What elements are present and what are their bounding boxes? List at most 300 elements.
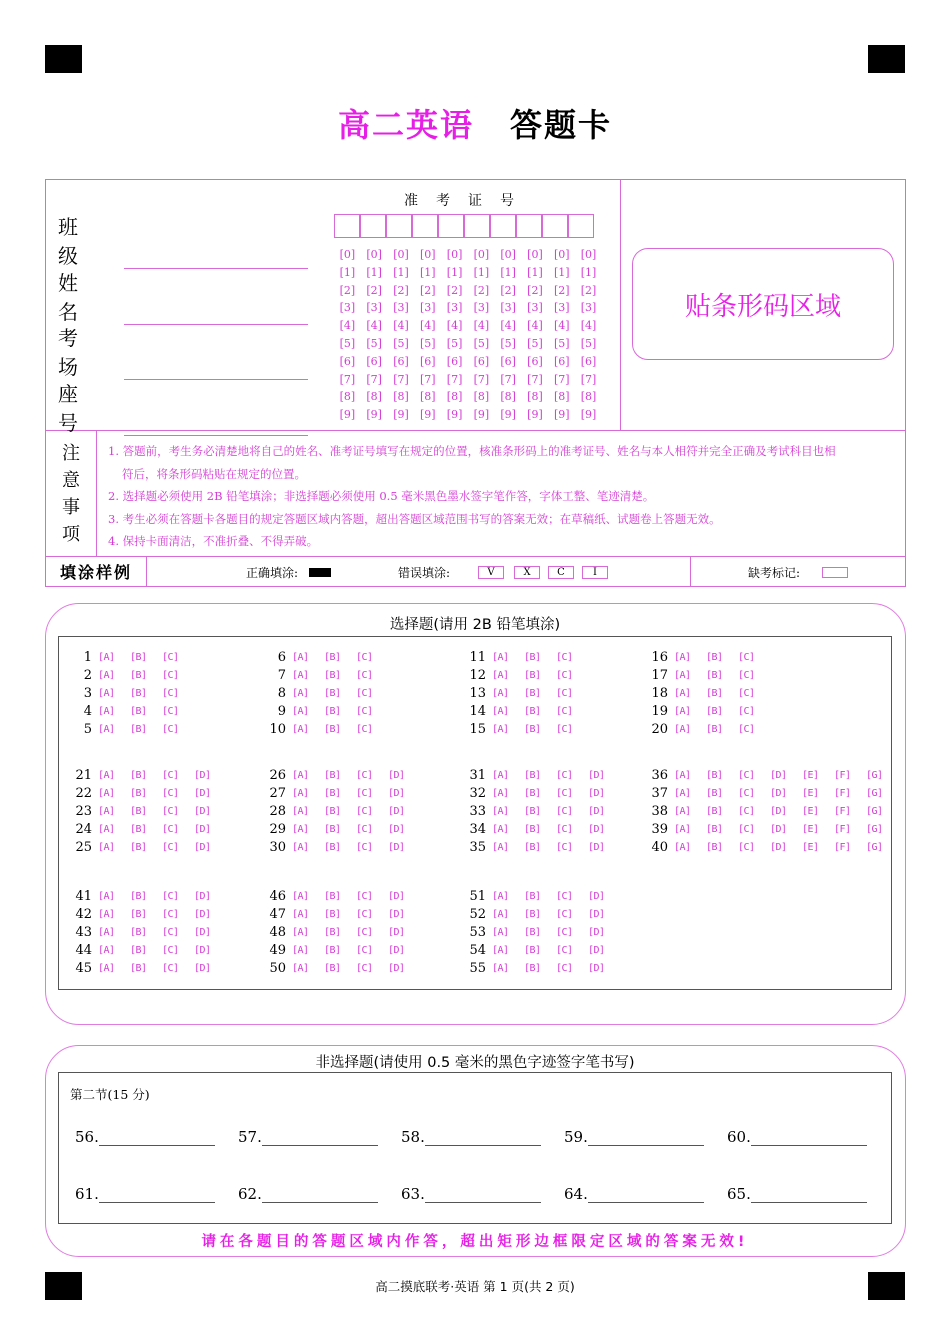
exam-id-digit-bubble[interactable]: [7] xyxy=(393,372,409,386)
option-bubble-b[interactable]: [B] xyxy=(524,724,541,736)
option-bubble-b[interactable]: [B] xyxy=(524,908,541,920)
option-bubble-a[interactable]: [A] xyxy=(674,787,691,799)
exam-id-digit-bubble[interactable]: [2] xyxy=(527,283,543,297)
exam-room-field[interactable] xyxy=(58,322,308,380)
exam-id-digit-bubble[interactable]: [5] xyxy=(553,336,570,350)
option-bubble-f[interactable]: [F] xyxy=(834,842,851,854)
option-bubble-a[interactable]: [A] xyxy=(292,687,309,699)
exam-id-digit-bubble[interactable]: [7] xyxy=(419,372,436,386)
option-bubble-b[interactable]: [B] xyxy=(324,769,341,781)
exam-id-digit-bubble[interactable]: [1] xyxy=(339,265,356,279)
exam-id-digit-bubble[interactable]: [6] xyxy=(500,354,516,368)
option-bubble-b[interactable]: [B] xyxy=(324,926,341,938)
exam-id-box[interactable] xyxy=(334,214,360,238)
option-bubble-a[interactable]: [A] xyxy=(492,687,509,699)
option-bubble-a[interactable]: [A] xyxy=(98,824,115,836)
exam-id-digit-bubble[interactable]: [6] xyxy=(366,354,382,368)
exam-id-digit-bubble[interactable]: [0] xyxy=(553,248,570,261)
option-bubble-c[interactable]: [C] xyxy=(556,908,573,920)
exam-id-digit-bubble[interactable]: [9] xyxy=(393,408,409,422)
option-bubble-c[interactable]: [C] xyxy=(738,669,755,681)
option-bubble-c[interactable]: [C] xyxy=(738,651,755,663)
option-bubble-c[interactable]: [C] xyxy=(556,963,573,975)
option-bubble-b[interactable]: [B] xyxy=(524,706,541,718)
option-bubble-b[interactable]: [B] xyxy=(524,890,541,902)
exam-id-digit-bubble[interactable]: [8] xyxy=(419,390,436,404)
exam-id-box[interactable] xyxy=(412,214,438,238)
option-bubble-b[interactable]: [B] xyxy=(130,706,147,718)
option-bubble-b[interactable]: [B] xyxy=(130,651,147,663)
exam-id-digit-bubble[interactable]: [4] xyxy=(366,319,382,333)
option-bubble-a[interactable]: [A] xyxy=(292,724,309,736)
exam-id-box[interactable] xyxy=(360,214,386,238)
option-bubble-b[interactable]: [B] xyxy=(706,724,723,736)
exam-id-digit-bubble[interactable]: [2] xyxy=(473,283,490,297)
exam-id-digit-bubble[interactable]: [5] xyxy=(419,336,436,350)
option-bubble-a[interactable]: [A] xyxy=(292,963,309,975)
option-bubble-b[interactable]: [B] xyxy=(130,890,147,902)
option-bubble-a[interactable]: [A] xyxy=(492,945,509,957)
option-bubble-a[interactable]: [A] xyxy=(98,805,115,817)
option-bubble-d[interactable]: [D] xyxy=(770,769,787,781)
option-bubble-c[interactable]: [C] xyxy=(356,945,373,957)
name-field[interactable] xyxy=(58,267,308,325)
exam-id-digit-bubble[interactable]: [2] xyxy=(419,283,436,297)
option-bubble-d[interactable]: [D] xyxy=(770,805,787,817)
option-bubble-a[interactable]: [A] xyxy=(98,842,115,854)
option-bubble-c[interactable]: [C] xyxy=(356,706,373,718)
option-bubble-b[interactable]: [B] xyxy=(706,769,723,781)
option-bubble-b[interactable]: [B] xyxy=(706,805,723,817)
option-bubble-b[interactable]: [B] xyxy=(524,963,541,975)
option-bubble-a[interactable]: [A] xyxy=(492,926,509,938)
option-bubble-a[interactable]: [A] xyxy=(98,926,115,938)
option-bubble-a[interactable]: [A] xyxy=(98,706,115,718)
option-bubble-c[interactable]: [C] xyxy=(556,945,573,957)
exam-id-digit-bubble[interactable]: [4] xyxy=(580,319,597,333)
option-bubble-d[interactable]: [D] xyxy=(770,824,787,836)
option-bubble-a[interactable]: [A] xyxy=(98,687,115,699)
exam-id-digit-bubble[interactable]: [6] xyxy=(473,354,490,368)
exam-id-digit-bubble[interactable]: [9] xyxy=(580,408,597,422)
exam-id-digit-bubble[interactable]: [9] xyxy=(419,408,436,422)
exam-id-digit-bubble[interactable]: [3] xyxy=(553,301,570,315)
exam-id-digit-bubble[interactable]: [4] xyxy=(527,319,543,333)
option-bubble-d[interactable]: [D] xyxy=(388,824,405,836)
exam-id-digit-bubble[interactable]: [0] xyxy=(527,248,543,261)
option-bubble-c[interactable]: [C] xyxy=(356,787,373,799)
option-bubble-c[interactable]: [C] xyxy=(162,963,179,975)
class-line[interactable] xyxy=(124,246,308,269)
option-bubble-a[interactable]: [A] xyxy=(98,908,115,920)
exam-id-digit-bubble[interactable]: [0] xyxy=(500,248,516,261)
option-bubble-a[interactable]: [A] xyxy=(292,805,309,817)
option-bubble-a[interactable]: [A] xyxy=(292,890,309,902)
option-bubble-a[interactable]: [A] xyxy=(492,842,509,854)
option-bubble-b[interactable]: [B] xyxy=(524,842,541,854)
option-bubble-e[interactable]: [E] xyxy=(802,805,819,817)
option-bubble-c[interactable]: [C] xyxy=(356,805,373,817)
exam-id-box[interactable] xyxy=(542,214,568,238)
option-bubble-a[interactable]: [A] xyxy=(674,669,691,681)
exam-id-digit-bubble[interactable]: [3] xyxy=(446,301,463,315)
answer-blank-62[interactable] xyxy=(238,1185,378,1203)
option-bubble-b[interactable]: [B] xyxy=(524,824,541,836)
option-bubble-b[interactable]: [B] xyxy=(130,687,147,699)
exam-id-digit-bubble[interactable]: [6] xyxy=(393,354,409,368)
option-bubble-a[interactable]: [A] xyxy=(292,824,309,836)
option-bubble-c[interactable]: [C] xyxy=(162,890,179,902)
option-bubble-b[interactable]: [B] xyxy=(706,824,723,836)
option-bubble-b[interactable]: [B] xyxy=(130,787,147,799)
option-bubble-a[interactable]: [A] xyxy=(292,769,309,781)
option-bubble-b[interactable]: [B] xyxy=(130,805,147,817)
option-bubble-g[interactable]: [G] xyxy=(866,805,883,817)
option-bubble-f[interactable]: [F] xyxy=(834,824,851,836)
option-bubble-a[interactable]: [A] xyxy=(292,945,309,957)
option-bubble-d[interactable]: [D] xyxy=(388,805,405,817)
exam-id-digit-bubble[interactable]: [5] xyxy=(446,336,463,350)
option-bubble-c[interactable]: [C] xyxy=(556,926,573,938)
option-bubble-c[interactable]: [C] xyxy=(356,890,373,902)
exam-id-digit-bubble[interactable]: [3] xyxy=(366,301,382,315)
option-bubble-d[interactable]: [D] xyxy=(388,842,405,854)
exam-id-digit-bubble[interactable]: [9] xyxy=(339,408,356,422)
option-bubble-d[interactable]: [D] xyxy=(388,890,405,902)
option-bubble-c[interactable]: [C] xyxy=(162,651,179,663)
option-bubble-a[interactable]: [A] xyxy=(674,805,691,817)
exam-id-digit-bubble[interactable]: [1] xyxy=(393,265,409,279)
exam-id-digit-bubble[interactable]: [5] xyxy=(527,336,543,350)
exam-id-digit-bubble[interactable]: [7] xyxy=(553,372,570,386)
exam-id-digit-bubble[interactable]: [4] xyxy=(553,319,570,333)
option-bubble-b[interactable]: [B] xyxy=(324,890,341,902)
option-bubble-a[interactable]: [A] xyxy=(492,908,509,920)
exam-id-digit-bubble[interactable]: [1] xyxy=(419,265,436,279)
option-bubble-a[interactable]: [A] xyxy=(674,706,691,718)
option-bubble-d[interactable]: [D] xyxy=(194,963,211,975)
exam-id-digit-bubble[interactable]: [9] xyxy=(527,408,543,422)
option-bubble-a[interactable]: [A] xyxy=(674,724,691,736)
exam-id-digit-bubble[interactable]: [7] xyxy=(580,372,597,386)
option-bubble-c[interactable]: [C] xyxy=(738,769,755,781)
option-bubble-c[interactable]: [C] xyxy=(162,724,179,736)
option-bubble-b[interactable]: [B] xyxy=(130,842,147,854)
answer-blank-64[interactable] xyxy=(564,1185,704,1203)
option-bubble-b[interactable]: [B] xyxy=(324,687,341,699)
option-bubble-c[interactable]: [C] xyxy=(356,669,373,681)
option-bubble-c[interactable]: [C] xyxy=(162,805,179,817)
option-bubble-b[interactable]: [B] xyxy=(130,908,147,920)
class-field[interactable] xyxy=(58,211,308,269)
option-bubble-c[interactable]: [C] xyxy=(556,724,573,736)
option-bubble-d[interactable]: [D] xyxy=(194,787,211,799)
option-bubble-b[interactable]: [B] xyxy=(130,669,147,681)
exam-id-digit-bubble[interactable]: [0] xyxy=(393,248,409,261)
option-bubble-b[interactable]: [B] xyxy=(524,945,541,957)
option-bubble-c[interactable]: [C] xyxy=(356,926,373,938)
option-bubble-c[interactable]: [C] xyxy=(556,890,573,902)
option-bubble-c[interactable]: [C] xyxy=(356,769,373,781)
option-bubble-a[interactable]: [A] xyxy=(292,908,309,920)
blank-line[interactable] xyxy=(588,1129,704,1146)
blank-line[interactable] xyxy=(99,1129,215,1146)
option-bubble-b[interactable]: [B] xyxy=(706,687,723,699)
answer-blank-58[interactable] xyxy=(401,1128,541,1146)
option-bubble-a[interactable]: [A] xyxy=(674,824,691,836)
exam-id-box[interactable] xyxy=(568,214,594,238)
option-bubble-b[interactable]: [B] xyxy=(130,963,147,975)
option-bubble-e[interactable]: [E] xyxy=(802,769,819,781)
exam-id-box[interactable] xyxy=(464,214,490,238)
option-bubble-d[interactable]: [D] xyxy=(194,769,211,781)
exam-id-box[interactable] xyxy=(438,214,464,238)
exam-id-digit-bubble[interactable]: [1] xyxy=(446,265,463,279)
option-bubble-c[interactable]: [C] xyxy=(162,769,179,781)
option-bubble-c[interactable]: [C] xyxy=(556,787,573,799)
blank-line[interactable] xyxy=(262,1186,378,1203)
answer-blank-59[interactable] xyxy=(564,1128,704,1146)
exam-id-digit-bubble[interactable]: [1] xyxy=(473,265,490,279)
exam-id-digit-bubble[interactable]: [7] xyxy=(473,372,490,386)
exam-id-digit-bubble[interactable]: [1] xyxy=(580,265,597,279)
option-bubble-d[interactable]: [D] xyxy=(388,963,405,975)
option-bubble-c[interactable]: [C] xyxy=(738,724,755,736)
option-bubble-c[interactable]: [C] xyxy=(556,769,573,781)
exam-id-digit-bubble[interactable]: [0] xyxy=(580,248,597,261)
exam-id-digit-bubble[interactable]: [3] xyxy=(580,301,597,315)
option-bubble-b[interactable]: [B] xyxy=(324,963,341,975)
option-bubble-b[interactable]: [B] xyxy=(324,842,341,854)
option-bubble-b[interactable]: [B] xyxy=(524,926,541,938)
option-bubble-d[interactable]: [D] xyxy=(588,769,605,781)
exam-id-digit-bubble[interactable]: [4] xyxy=(419,319,436,333)
option-bubble-g[interactable]: [G] xyxy=(866,824,883,836)
option-bubble-d[interactable]: [D] xyxy=(588,890,605,902)
option-bubble-d[interactable]: [D] xyxy=(588,963,605,975)
exam-id-digit-bubble[interactable]: [9] xyxy=(553,408,570,422)
option-bubble-b[interactable]: [B] xyxy=(524,669,541,681)
exam-id-digit-bubble[interactable]: [8] xyxy=(366,390,382,404)
option-bubble-b[interactable]: [B] xyxy=(324,945,341,957)
option-bubble-b[interactable]: [B] xyxy=(706,651,723,663)
option-bubble-c[interactable]: [C] xyxy=(162,787,179,799)
exam-id-digit-bubble[interactable]: [7] xyxy=(500,372,516,386)
option-bubble-c[interactable]: [C] xyxy=(556,842,573,854)
option-bubble-b[interactable]: [B] xyxy=(130,724,147,736)
option-bubble-a[interactable]: [A] xyxy=(492,706,509,718)
blank-line[interactable] xyxy=(262,1129,378,1146)
exam-id-digit-grid[interactable] xyxy=(334,248,602,426)
option-bubble-c[interactable]: [C] xyxy=(556,669,573,681)
option-bubble-a[interactable]: [A] xyxy=(292,842,309,854)
blank-line[interactable] xyxy=(588,1186,704,1203)
exam-id-digit-bubble[interactable]: [9] xyxy=(446,408,463,422)
exam-id-digit-bubble[interactable]: [6] xyxy=(527,354,543,368)
exam-id-digit-bubble[interactable]: [2] xyxy=(366,283,382,297)
exam-id-digit-bubble[interactable]: [1] xyxy=(553,265,570,279)
option-bubble-d[interactable]: [D] xyxy=(588,824,605,836)
option-bubble-c[interactable]: [C] xyxy=(162,926,179,938)
exam-id-digit-bubble[interactable]: [9] xyxy=(366,408,382,422)
option-bubble-g[interactable]: [G] xyxy=(866,769,883,781)
exam-id-digit-bubble[interactable]: [3] xyxy=(419,301,436,315)
option-bubble-a[interactable]: [A] xyxy=(492,824,509,836)
exam-id-digit-bubble[interactable]: [6] xyxy=(446,354,463,368)
option-bubble-a[interactable]: [A] xyxy=(98,669,115,681)
exam-id-digit-bubble[interactable]: [3] xyxy=(393,301,409,315)
option-bubble-a[interactable]: [A] xyxy=(674,687,691,699)
option-bubble-d[interactable]: [D] xyxy=(588,926,605,938)
exam-id-digit-bubble[interactable]: [4] xyxy=(393,319,409,333)
exam-id-digit-bubble[interactable]: [5] xyxy=(339,336,356,350)
exam-id-digit-bubble[interactable]: [0] xyxy=(419,248,436,261)
blank-line[interactable] xyxy=(425,1186,541,1203)
option-bubble-c[interactable]: [C] xyxy=(556,651,573,663)
option-bubble-b[interactable]: [B] xyxy=(524,687,541,699)
exam-id-digit-bubble[interactable]: [5] xyxy=(580,336,597,350)
option-bubble-c[interactable]: [C] xyxy=(356,963,373,975)
option-bubble-a[interactable]: [A] xyxy=(492,724,509,736)
exam-id-digit-bubble[interactable]: [8] xyxy=(393,390,409,404)
option-bubble-d[interactable]: [D] xyxy=(194,805,211,817)
option-bubble-d[interactable]: [D] xyxy=(588,945,605,957)
option-bubble-b[interactable]: [B] xyxy=(524,769,541,781)
option-bubble-b[interactable]: [B] xyxy=(524,651,541,663)
option-bubble-c[interactable]: [C] xyxy=(556,706,573,718)
exam-id-digit-bubble[interactable]: [8] xyxy=(527,390,543,404)
option-bubble-c[interactable]: [C] xyxy=(556,687,573,699)
exam-id-digit-bubble[interactable]: [2] xyxy=(500,283,516,297)
option-bubble-d[interactable]: [D] xyxy=(388,769,405,781)
option-bubble-a[interactable]: [A] xyxy=(292,706,309,718)
option-bubble-e[interactable]: [E] xyxy=(802,824,819,836)
exam-id-box[interactable] xyxy=(516,214,542,238)
exam-id-digit-bubble[interactable]: [5] xyxy=(393,336,409,350)
option-bubble-d[interactable]: [D] xyxy=(588,805,605,817)
option-bubble-a[interactable]: [A] xyxy=(492,787,509,799)
exam-id-digit-bubble[interactable]: [4] xyxy=(339,319,356,333)
option-bubble-f[interactable]: [F] xyxy=(834,805,851,817)
exam-id-digit-bubble[interactable]: [8] xyxy=(473,390,490,404)
option-bubble-d[interactable]: [D] xyxy=(588,842,605,854)
exam-id-digit-bubble[interactable]: [0] xyxy=(446,248,463,261)
option-bubble-d[interactable]: [D] xyxy=(194,890,211,902)
option-bubble-d[interactable]: [D] xyxy=(194,908,211,920)
option-bubble-a[interactable]: [A] xyxy=(674,769,691,781)
option-bubble-b[interactable]: [B] xyxy=(130,769,147,781)
option-bubble-a[interactable]: [A] xyxy=(98,945,115,957)
blank-line[interactable] xyxy=(425,1129,541,1146)
option-bubble-e[interactable]: [E] xyxy=(802,787,819,799)
exam-id-digit-bubble[interactable]: [8] xyxy=(446,390,463,404)
option-bubble-d[interactable]: [D] xyxy=(588,908,605,920)
exam-id-digit-bubble[interactable]: [9] xyxy=(500,408,516,422)
exam-id-digit-bubble[interactable]: [8] xyxy=(339,390,356,404)
exam-id-digit-bubble[interactable]: [0] xyxy=(339,248,356,261)
option-bubble-c[interactable]: [C] xyxy=(356,908,373,920)
option-bubble-c[interactable]: [C] xyxy=(162,908,179,920)
option-bubble-a[interactable]: [A] xyxy=(292,651,309,663)
exam-id-digit-bubble[interactable]: [6] xyxy=(419,354,436,368)
option-bubble-d[interactable]: [D] xyxy=(194,945,211,957)
exam-id-digit-bubble[interactable]: [8] xyxy=(500,390,516,404)
option-bubble-b[interactable]: [B] xyxy=(524,787,541,799)
option-bubble-a[interactable]: [A] xyxy=(292,787,309,799)
option-bubble-d[interactable]: [D] xyxy=(388,787,405,799)
option-bubble-c[interactable]: [C] xyxy=(162,945,179,957)
blank-line[interactable] xyxy=(751,1129,867,1146)
exam-id-digit-bubble[interactable]: [5] xyxy=(473,336,490,350)
exam-id-digit-bubble[interactable]: [7] xyxy=(339,372,356,386)
option-bubble-b[interactable]: [B] xyxy=(706,787,723,799)
option-bubble-c[interactable]: [C] xyxy=(556,805,573,817)
exam-id-digit-bubble[interactable]: [1] xyxy=(366,265,382,279)
exam-id-digit-bubble[interactable]: [4] xyxy=(473,319,490,333)
exam-id-digit-bubble[interactable]: [3] xyxy=(339,301,356,315)
exam-id-digit-bubble[interactable]: [0] xyxy=(473,248,490,261)
option-bubble-d[interactable]: [D] xyxy=(770,842,787,854)
exam-id-digit-bubble[interactable]: [2] xyxy=(580,283,597,297)
answer-blank-60[interactable] xyxy=(727,1128,867,1146)
exam-id-digit-bubble[interactable]: [8] xyxy=(580,390,597,404)
option-bubble-b[interactable]: [B] xyxy=(706,706,723,718)
exam-id-digit-bubble[interactable]: [5] xyxy=(366,336,382,350)
exam-id-digit-bubble[interactable]: [3] xyxy=(473,301,490,315)
seat-field[interactable] xyxy=(58,378,308,436)
option-bubble-a[interactable]: [A] xyxy=(492,669,509,681)
option-bubble-c[interactable]: [C] xyxy=(356,724,373,736)
option-bubble-c[interactable]: [C] xyxy=(738,805,755,817)
option-bubble-c[interactable]: [C] xyxy=(738,706,755,718)
option-bubble-c[interactable]: [C] xyxy=(356,651,373,663)
option-bubble-f[interactable]: [F] xyxy=(834,787,851,799)
exam-id-digit-bubble[interactable]: [8] xyxy=(553,390,570,404)
option-bubble-b[interactable]: [B] xyxy=(324,706,341,718)
option-bubble-d[interactable]: [D] xyxy=(588,787,605,799)
option-bubble-c[interactable]: [C] xyxy=(162,706,179,718)
absent-mark-box[interactable] xyxy=(822,567,848,578)
option-bubble-c[interactable]: [C] xyxy=(738,842,755,854)
exam-id-digit-bubble[interactable]: [1] xyxy=(500,265,516,279)
option-bubble-b[interactable]: [B] xyxy=(324,724,341,736)
exam-id-digit-bubble[interactable]: [0] xyxy=(366,248,382,261)
exam-id-digit-bubble[interactable]: [6] xyxy=(553,354,570,368)
option-bubble-g[interactable]: [G] xyxy=(866,842,883,854)
exam-id-box[interactable] xyxy=(386,214,412,238)
exam-id-digit-bubble[interactable]: [3] xyxy=(500,301,516,315)
option-bubble-a[interactable]: [A] xyxy=(674,842,691,854)
exam-id-digit-bubble[interactable]: [7] xyxy=(527,372,543,386)
option-bubble-d[interactable]: [D] xyxy=(194,842,211,854)
option-bubble-b[interactable]: [B] xyxy=(706,842,723,854)
option-bubble-g[interactable]: [G] xyxy=(866,787,883,799)
option-bubble-d[interactable]: [D] xyxy=(194,926,211,938)
option-bubble-b[interactable]: [B] xyxy=(324,805,341,817)
option-bubble-c[interactable]: [C] xyxy=(162,842,179,854)
option-bubble-a[interactable]: [A] xyxy=(674,651,691,663)
exam-id-digit-bubble[interactable]: [7] xyxy=(446,372,463,386)
option-bubble-a[interactable]: [A] xyxy=(292,669,309,681)
exam-room-line[interactable] xyxy=(124,357,308,380)
option-bubble-c[interactable]: [C] xyxy=(556,824,573,836)
option-bubble-c[interactable]: [C] xyxy=(738,687,755,699)
option-bubble-c[interactable]: [C] xyxy=(738,787,755,799)
option-bubble-b[interactable]: [B] xyxy=(706,669,723,681)
seat-line[interactable] xyxy=(124,413,308,436)
exam-id-digit-bubble[interactable]: [6] xyxy=(580,354,597,368)
option-bubble-c[interactable]: [C] xyxy=(356,824,373,836)
